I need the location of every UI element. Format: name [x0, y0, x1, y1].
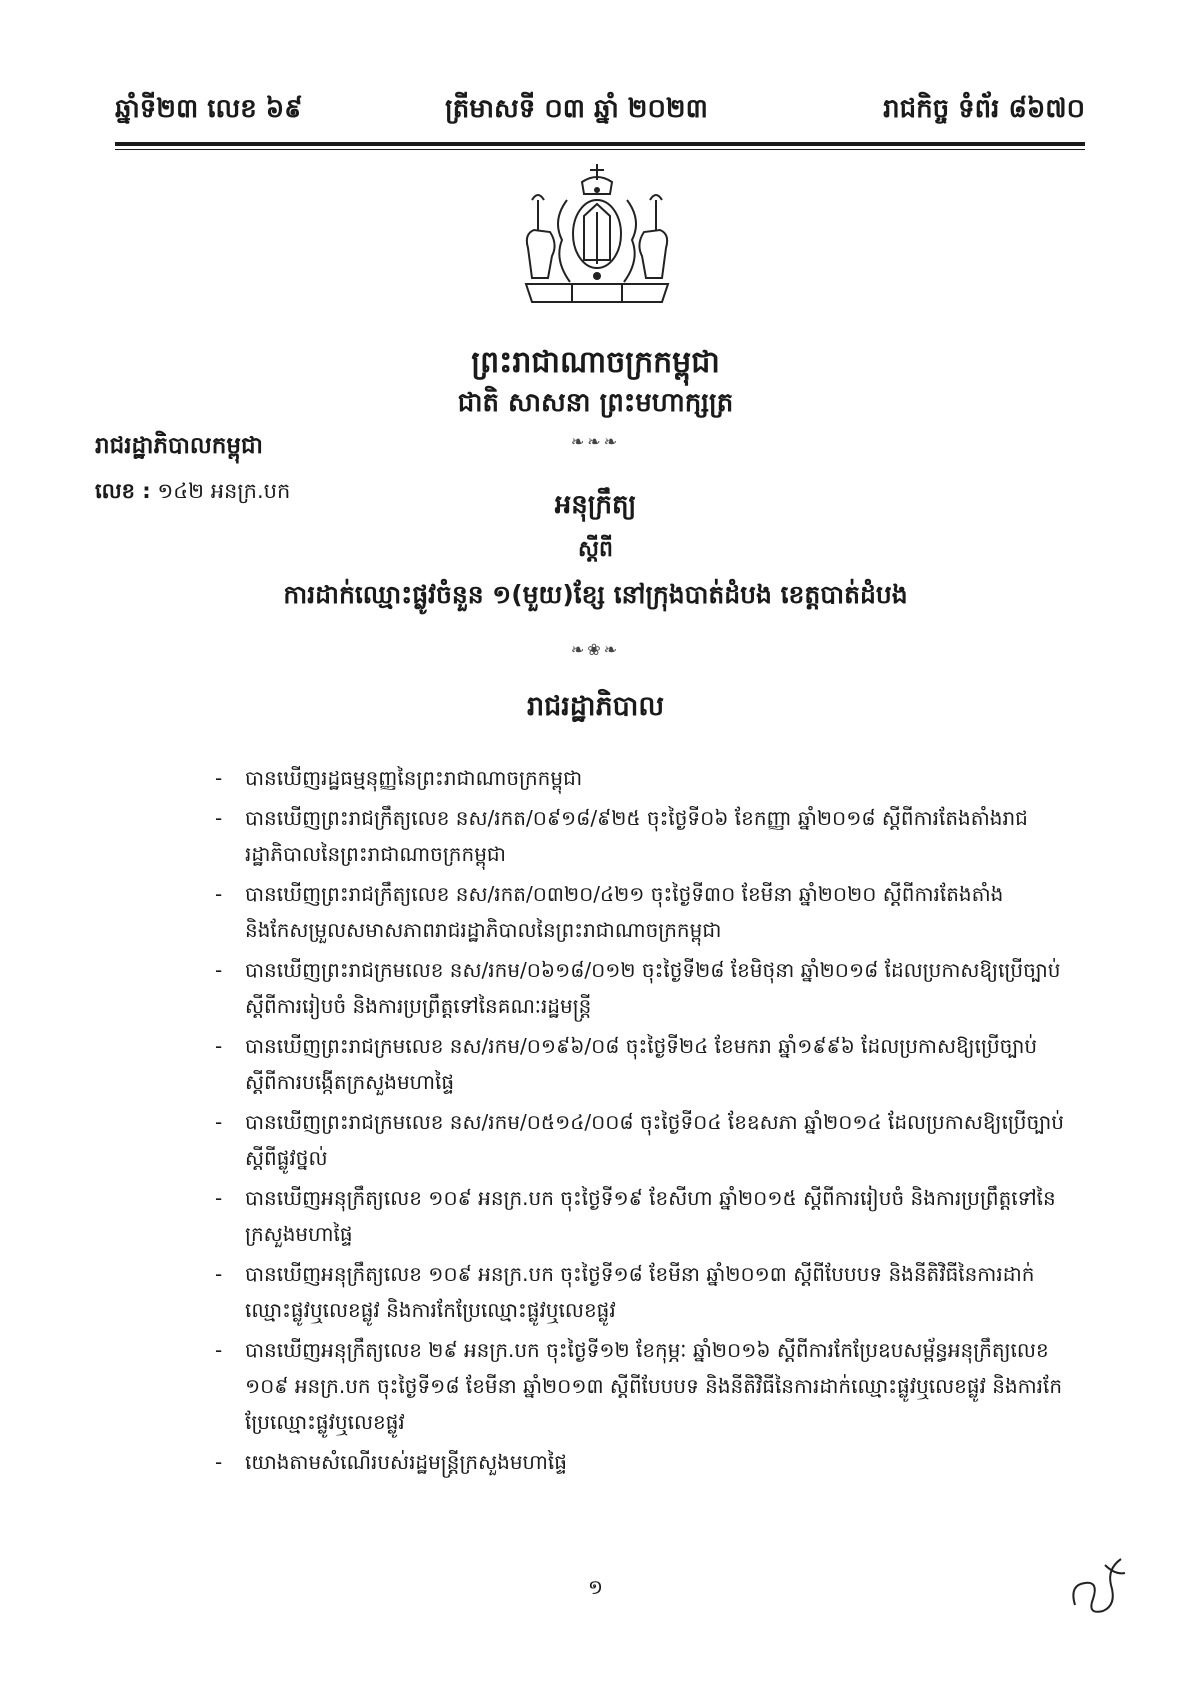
royal-coat-of-arms-icon — [512, 160, 682, 320]
decree-about: ស្ដីពី — [578, 537, 613, 562]
gazette-header — [115, 92, 1085, 142]
list-item: - បានឃើញព្រះរាជក្រមលេខ នស/រកម/០៥១៤/០០៨ ចុះថ្ងៃទី០៤ ខែឧសភា ឆ្នាំ២០១៤ ដែលប្រកាសឱ្យប្រើច្បាប់ស្ដីពីផ្លូវថ្នល់ — [215, 1110, 1064, 1170]
header-rule-thin — [115, 149, 1085, 150]
list-item: - បានឃើញព្រះរាជក្រឹត្យលេខ នស/រកត/០៣២០/៤២១ ចុះថ្ងៃទី៣០ ខែមីនា ឆ្នាំ២០២០ ស្ដីពីការតែងតាំង និងកែសម្រួលសមាសភាពរាជរដ្ឋាភិបាលនៃព្រះរាជាណាចក្រកម្ពុជា — [215, 882, 1004, 942]
list-item: - បានឃើញអនុក្រឹត្យលេខ ២៩ អនក្រ.បក ចុះថ្ងៃទី១២ ខែកុម្ភៈ ឆ្នាំ២០១៦ ស្ដីពីការកែប្រែឧបសម្ព័ន្ធអនុក្រឹត្យលេខ ១០៩ អនក្រ.បក ចុះថ្ងៃទី១៨ ខែមីនា ឆ្នាំ២០១៣ ស្ដីពីបែបបទ និងនីតិវិធីនៃការដាក់ឈ្មោះផ្លូវឬលេខផ្លូវ និងការកែប្រែឈ្មោះផ្លូវឬលេខផ្លូវ — [215, 1338, 1063, 1434]
list-item: - បានឃើញព្រះរាជក្រមលេខ នស/រកម/០១៩៦/០៨ ចុះថ្ងៃទី២៤ ខែមករា ឆ្នាំ១៩៩៦ ដែលប្រកាសឱ្យប្រើច្បាប់ស្ដីពីការបង្កើតក្រសួងមហាផ្ទៃ — [215, 1034, 1038, 1094]
handwritten-initial-icon — [1065, 1545, 1135, 1625]
list-item: - បានឃើញព្រះរាជក្រមលេខ នស/រកម/០៦១៨/០១២ ចុះថ្ងៃទី២៨ ខែមិថុនា ឆ្នាំ២០១៨ ដែលប្រកាសឱ្យប្រើច្បាប់ស្ដីពីការរៀបចំ និងការប្រព្រឹត្តទៅនៃគណៈរដ្ឋមន្ត្រី — [215, 958, 1061, 1018]
ornament-divider-2: ❧❀❧ — [570, 640, 621, 659]
list-item: - បានឃើញអនុក្រឹត្យលេខ ១០៩ អនក្រ.បក ចុះថ្ងៃទី១៩ ខែសីហា ឆ្នាំ២០១៥ ស្ដីពីការរៀបចំ និងការប្រព្រឹត្តទៅនៃក្រសួងមហាផ្ទៃ — [215, 1186, 1056, 1246]
header-rule-thick — [115, 142, 1085, 146]
gazette-quarter: ត្រីមាសទី ០៣ ឆ្នាំ ២០២៣ — [445, 94, 708, 124]
decree-subject: ការដាក់ឈ្មោះផ្លូវចំនួន ១(មួយ)ខ្សែ នៅក្រុងបាត់ដំបង ខេត្តបាត់ដំបង — [283, 580, 908, 609]
reference-number: ១៤២ អនក្រ.បក — [157, 479, 291, 503]
national-motto: ជាតិ សាសនា ព្រះមហាក្សត្រ — [457, 388, 734, 418]
ornament-divider: ❧❧❧ — [570, 432, 621, 451]
list-item: - បានឃើញព្រះរាជក្រឹត្យលេខ នស/រកត/០៩១៨/៩២៥ ចុះថ្ងៃទី០៦ ខែកញ្ញា ឆ្នាំ២០១៨ ស្ដីពីការតែងតាំងរាជរដ្ឋាភិបាលនៃព្រះរាជាណាចក្រកម្ពុជា — [215, 806, 1028, 866]
reference-label: លេខ : — [95, 479, 151, 503]
issuing-authority: រាជរដ្ឋាភិបាលកម្ពុជា — [95, 433, 263, 459]
gazette-page: រាជកិច្ច ទំព័រ ៨៦៧០ — [883, 94, 1085, 124]
gazette-year-issue: ឆ្នាំទី២៣ លេខ ៦៩ — [115, 94, 303, 124]
government-heading: រាជរដ្ឋាភិបាល — [526, 691, 665, 722]
page-number: ១ — [587, 1575, 604, 1599]
kingdom-name: ព្រះរាជាណាចក្រកម្ពុជា — [471, 345, 720, 380]
list-item: - បានឃើញរដ្ឋធម្មនុញ្ញនៃព្រះរាជាណាចក្រកម្ពុជា — [215, 766, 583, 790]
list-item: - បានឃើញអនុក្រឹត្យលេខ ១០៩ អនក្រ.បក ចុះថ្ងៃទី១៨ ខែមីនា ឆ្នាំ២០១៣ ស្ដីពីបែបបទ និងនីតិវិធីនៃការដាក់ឈ្មោះផ្លូវឬលេខផ្លូវ និងការកែប្រែឈ្មោះផ្លូវឬលេខផ្លូវ — [215, 1262, 1035, 1322]
decree-title: អនុក្រឹត្យ — [554, 490, 637, 520]
preamble-list — [215, 760, 1065, 1484]
list-item: - យោងតាមសំណើរបស់រដ្ឋមន្ត្រីក្រសួងមហាផ្ទៃ — [215, 1450, 567, 1474]
